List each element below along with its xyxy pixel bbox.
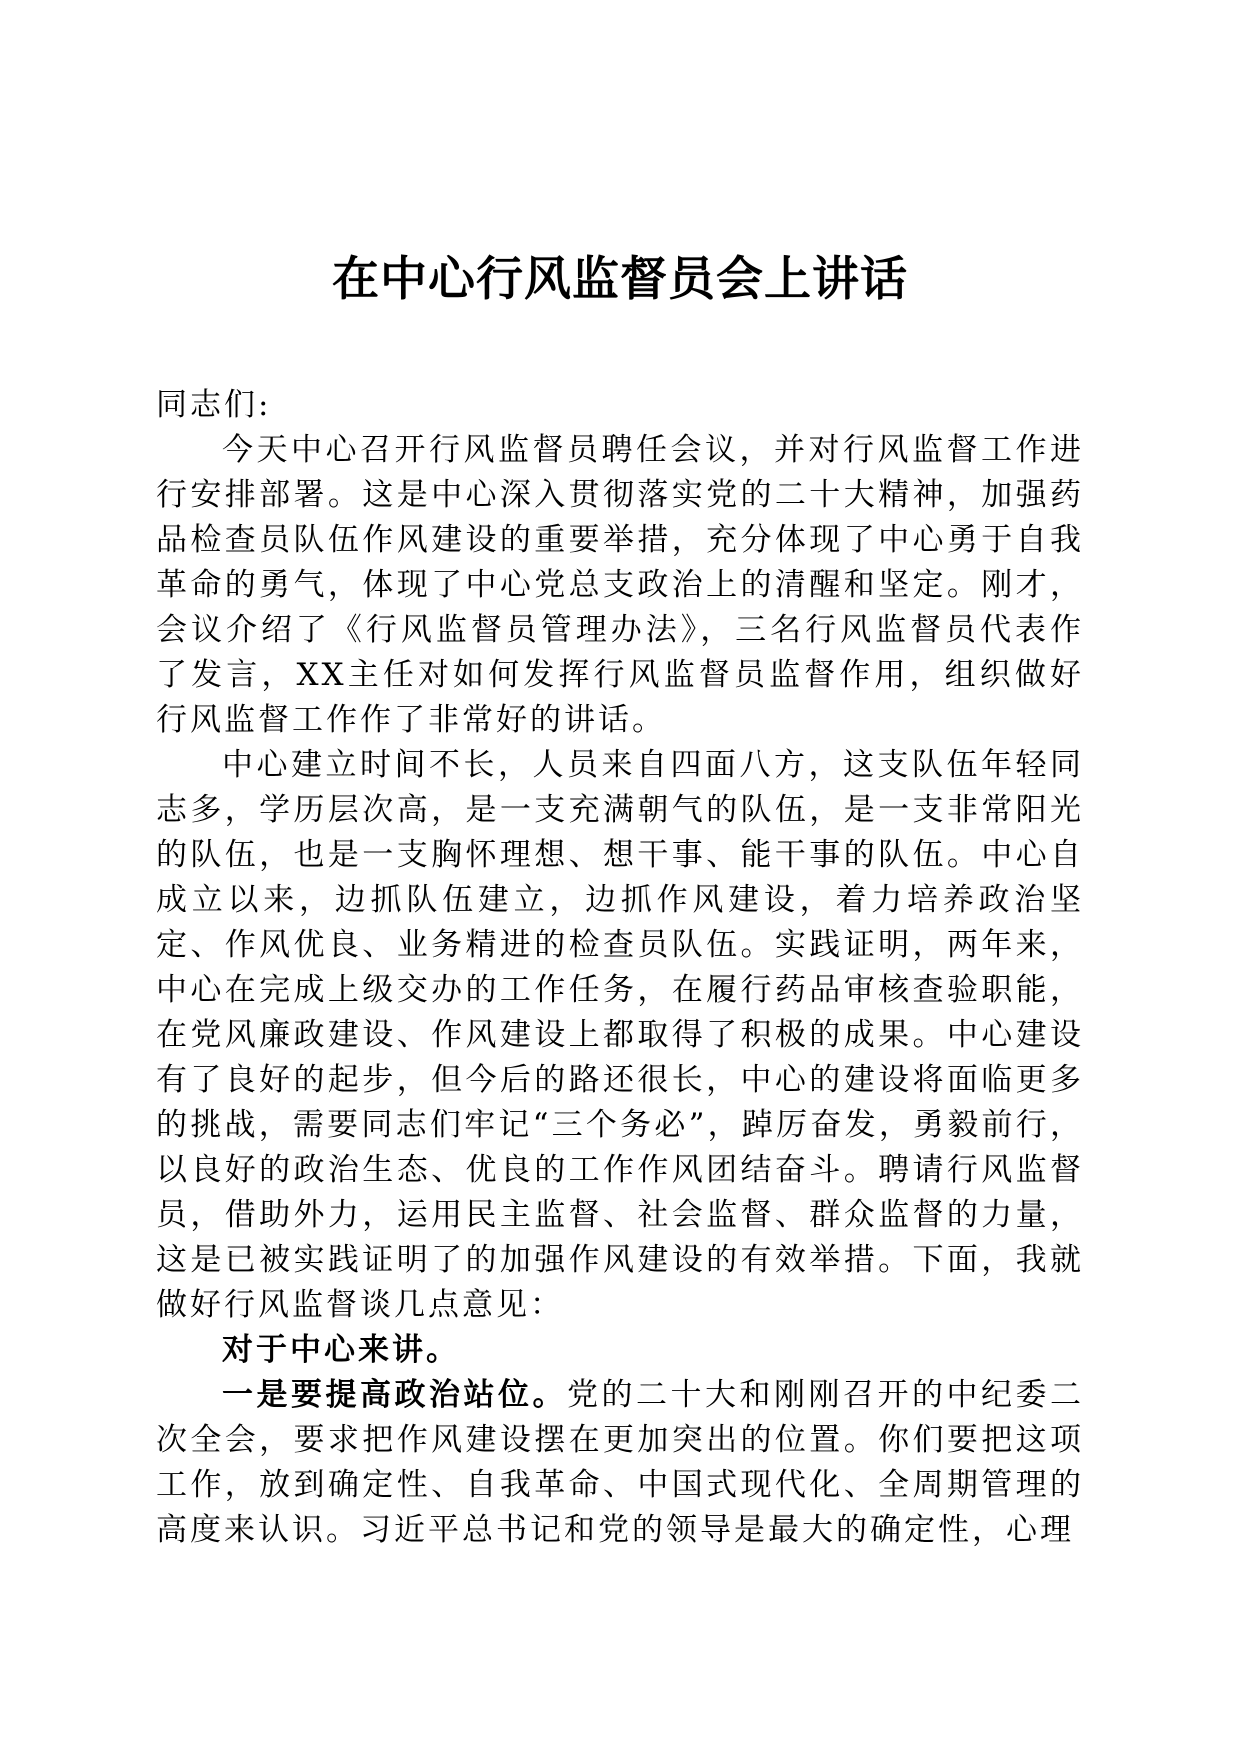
paragraph-1: 今天中心召开行风监督员聘任会议，并对行风监督工作进行安排部署。这是中心深入贯彻落实党的二十大精神，加强药品检查员队伍作风建设的重要举措，充分体现了中心勇于自我革命的勇气，体现了中心党总支政治上的清醒和坚定。刚才，会议介绍了《行风监督员管理办法》，三名行风监督员代表作了发言，XX主任对如何发挥行风监督员监督作用，组织做好行风监督工作作了非常好的讲话。	[156, 432, 1084, 738]
salutation: 同志们:	[156, 387, 272, 423]
section-heading: 对于中心来讲。	[222, 1332, 460, 1368]
document-title: 在中心行风监督员会上讲话	[332, 252, 908, 307]
point-one-text: 党的二十大和刚刚召开的中纪委二次全会，要求把作风建设摆在更加突出的位置。你们要把这项工作，放到确定性、自我革命、中国式现代化、全周期管理的高度来认识。习近平总书记和党的领导是最大的确定性，心理	[156, 1377, 1084, 1548]
point-one-paragraph	[156, 1373, 1084, 1553]
paragraph-2: 中心建立时间不长，人员来自四面八方，这支队伍年轻同志多，学历层次高，是一支充满朝气的队伍，是一支非常阳光的队伍，也是一支胸怀理想、想干事、能干事的队伍。中心自成立以来，边抓队伍建立，边抓作风建设，着力培养政治坚定、作风优良、业务精进的检查员队伍。实践证明，两年来，中心在完成上级交办的工作任务，在履行药品审核查验职能，在党风廉政建设、作风建设上都取得了积极的成果。中心建设有了良好的起步，但今后的路还很长，中心的建设将面临更多的挑战，需要同志们牢记“三个务必”，踔厉奋发，勇毅前行，以良好的政治生态、优良的工作作风团结奋斗。聘请行风监督员，借助外力，运用民主监督、社会监督、群众监督的力量，这是已被实践证明了的加强作风建设的有效举措。下面，我就做好行风监督谈几点意见：	[156, 747, 1084, 1323]
point-one-lead: 一是要提高政治站位。	[222, 1377, 567, 1413]
document-body	[156, 383, 1084, 1553]
